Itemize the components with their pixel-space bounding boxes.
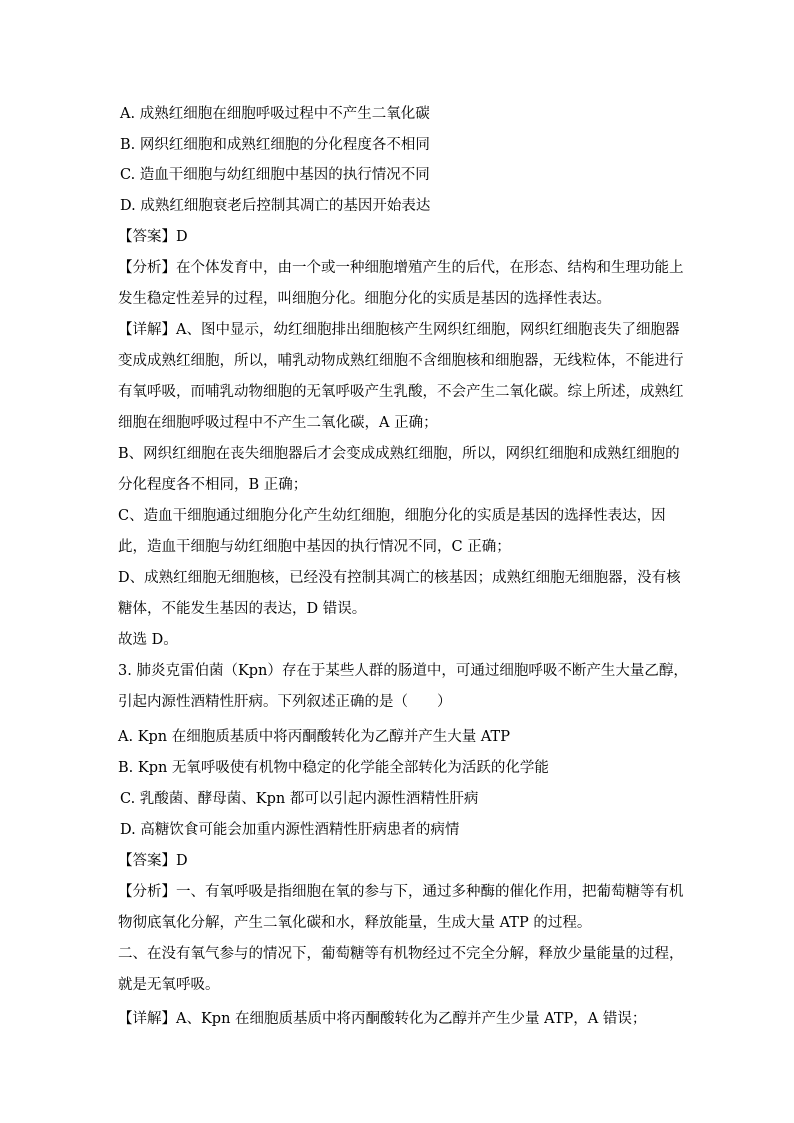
q2-option-b: B. 网织红细胞和成熟红细胞的分化程度各不相同 <box>120 137 430 153</box>
q3-analysis-line-3: 二、在没有氧气参与的情况下，葡萄糖等有机物经过不完全分解，释放少量能量的过程， <box>118 946 684 962</box>
q2-analysis-line-1: 【分析】在个体发育中，由一个或一种细胞增殖产生的后代，在形态、结构和生理功能上 <box>118 260 684 276</box>
q2-detail-line-6: 分化程度各不相同，B 正确； <box>118 477 308 493</box>
q2-option-a: A. 成熟红细胞在细胞呼吸过程中不产生二氧化碳 <box>120 106 430 122</box>
q3-analysis-line-1: 【分析】一、有氧呼吸是指细胞在氧的参与下，通过多种酶的催化作用，把葡萄糖等有机 <box>118 884 684 900</box>
q3-analysis-line-4: 就是无氧呼吸。 <box>118 977 220 993</box>
q2-analysis-line-2: 发生稳定性差异的过程，叫细胞分化。细胞分化的实质是基因的选择性表达。 <box>118 291 611 307</box>
q2-conclusion: 故选 D。 <box>118 632 178 648</box>
q3-answer: 【答案】D <box>118 853 188 869</box>
q2-detail-line-3: 有氧呼吸，而哺乳动物细胞的无氧呼吸产生乳酸，不会产生二氧化碳。综上所述，成熟红 <box>118 384 684 400</box>
q3-analysis-line-2: 物彻底氧化分解，产生二氧化碳和水，释放能量，生成大量 ATP 的过程。 <box>118 915 592 931</box>
q2-detail-line-8: 此，造血干细胞与幼红细胞中基因的执行情况不同，C 正确； <box>118 539 511 555</box>
q3-stem-line-2: 引起内源性酒精性肝病。下列叙述正确的是（ ） <box>118 694 452 710</box>
q3-stem-line-1: 3. 肺炎克雷伯菌（Kpn）存在于某些人群的肠道中，可通过细胞呼吸不断产生大量乙醇， <box>118 663 688 679</box>
q2-detail-line-1: 【详解】A、图中显示，幼红细胞排出细胞核产生网织红细胞，网织红细胞丧失了细胞器 <box>118 322 680 338</box>
q3-option-a: A. Kpn 在细胞质基质中将丙酮酸转化为乙醇并产生大量 ATP <box>118 729 510 745</box>
q3-option-c: C. 乳酸菌、酵母菌、Kpn 都可以引起内源性酒精性肝病 <box>120 791 479 807</box>
q3-option-b: B. Kpn 无氧呼吸使有机物中稳定的化学能全部转化为活跃的化学能 <box>118 760 549 776</box>
q2-detail-line-7: C、造血干细胞通过细胞分化产生幼红细胞，细胞分化的实质是基因的选择性表达，因 <box>118 508 666 524</box>
q2-detail-line-2: 变成成熟红细胞，所以，哺乳动物成熟红细胞不含细胞核和细胞器，无线粒体，不能进行 <box>118 353 684 369</box>
q2-detail-line-5: B、网织红细胞在丧失细胞器后才会变成成熟红细胞，所以，网织红细胞和成熟红细胞的 <box>118 446 680 462</box>
q3-option-d: D. 高糖饮食可能会加重内源性酒精性肝病患者的病情 <box>120 822 460 838</box>
q2-option-d: D. 成熟红细胞衰老后控制其凋亡的基因开始表达 <box>120 198 431 214</box>
q2-answer: 【答案】D <box>118 229 188 245</box>
q3-detail-line-1: 【详解】A、Kpn 在细胞质基质中将丙酮酸转化为乙醇并产生少量 ATP，A 错误； <box>118 1011 647 1027</box>
q2-detail-line-9: D、成熟红细胞无细胞核，已经没有控制其凋亡的核基因；成熟红细胞无细胞器，没有核 <box>118 570 681 586</box>
q2-detail-line-10: 糖体，不能发生基因的表达，D 错误。 <box>118 601 367 617</box>
q2-detail-line-4: 细胞在细胞呼吸过程中不产生二氧化碳，A 正确； <box>118 415 438 431</box>
q2-option-c: C. 造血干细胞与幼红细胞中基因的执行情况不同 <box>120 167 430 183</box>
